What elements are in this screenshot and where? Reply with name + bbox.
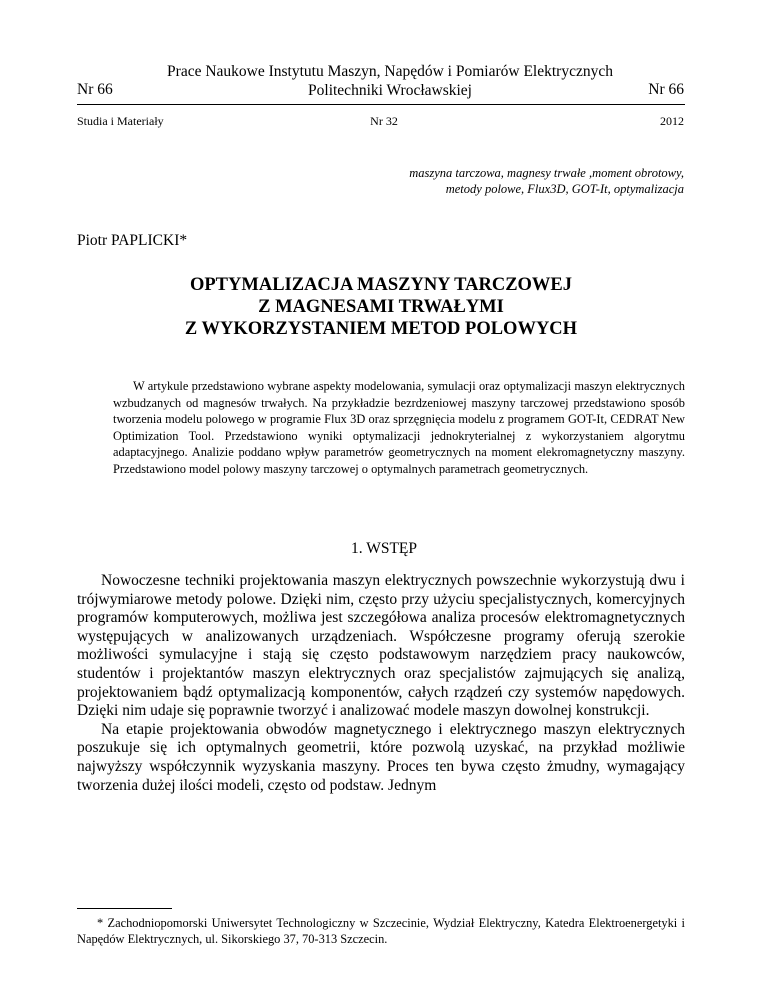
keywords-line2: metody polowe, Flux3D, GOT-It, optymalizacja — [445, 182, 684, 196]
abstract: W artykule przedstawiono wybrane aspekty modelowania, symulacji oraz optymalizacji maszyn elektrycznych wzbudzanych od magnesów trwałych. Na przykładzie bezrdzeniowej maszyny tarczowej przedstawiono sposób tworzenia modelu polowego w programie Flux 3D oraz sprzęgnięcia modelu z programem GOT-It, CEDRAT New Optimization Tool. Przedstawiono wyniki optymalizacji jednokryterialnej z wykorzystaniem algorytmu adaptacyjnego. Analizie poddano wpływ parametrów geometrycznych na moment elekromagnetyczny maszyny. Przedstawiono model polowy maszyny tarczowej o optymalnych parametrach geometrycznych. — [113, 379, 685, 476]
header-rule — [77, 104, 685, 105]
series-label: Studia i Materiały — [77, 114, 164, 128]
journal-title-line2: Politechniki Wrocławskiej — [308, 82, 472, 99]
journal-title-line1: Prace Naukowe Instytutu Maszyn, Napędów i Pomiarów Elektrycznych — [167, 63, 613, 80]
title-line3: Z WYKORZYSTANIEM METOD POLOWYCH — [184, 319, 578, 339]
body-paragraph-1: Nowoczesne techniki projektowania maszyn elektrycznych powszechnie wykorzystują dwu i trójwymiarowe metody polowe. Dzięki nim, często przy użyciu specjalistycznych, komercyjnych programów komputerowych, możliwa jest szczegółowa analiza procesów elektromagnetycznych występujących w analizowanych urządzeniach. Współczesne programy oferują szerokie możliwości symulacyjne i stają się często podstawowym narzędziem pracy naukowców, studentów i projektantów maszyn elektrycznych oraz specjalistów zajmujących się analizą, projektowaniem bądź optymalizacją komponentów, całych rządzeń czy systemów napędowych. Dzięki nim udaje się poprawnie tworzyć i analizować modele maszyn dowolnej konstrukcji. — [77, 572, 685, 720]
paper-title — [77, 274, 685, 340]
keywords — [244, 165, 684, 197]
title-line1: OPTYMALIZACJA MASZYNY TARCZOWEJ — [189, 275, 573, 295]
year: 2012 — [660, 114, 684, 128]
keywords-line1: maszyna tarczowa, magnesy trwałe ,moment obrotowy, — [409, 166, 684, 180]
issue-number: Nr 32 — [370, 114, 398, 128]
title-line2: Z MAGNESAMI TRWAŁYMI — [258, 297, 504, 317]
footnote: * Zachodniopomorski Uniwersytet Technologiczny w Szczecinie, Wydział Elektryczny, Katedra Elektroenergetyki i Napędów Elektrycznych, ul. Sikorskiego 37, 70-313 Szczecin. — [77, 916, 685, 946]
header-number-right: Nr 66 — [648, 81, 684, 98]
header-number-left: Nr 66 — [77, 81, 113, 98]
footnote-rule — [77, 908, 172, 909]
body-paragraph-2: Na etapie projektowania obwodów magnetycznego i elektrycznego maszyn elektrycznych poszukuje się ich optymalnych geometrii, które pozwolą uzyskać, na przykład możliwie najwyższy współczynnik wyzyskania maszyny. Proces ten bywa często żmudny, wymagający tworzenia dużej ilości modeli, często od podstaw. Jednym — [77, 720, 685, 794]
body-text — [77, 572, 685, 795]
section-heading: 1. WSTĘP — [350, 540, 418, 557]
author-name: Piotr PAPLICKI* — [77, 232, 188, 249]
